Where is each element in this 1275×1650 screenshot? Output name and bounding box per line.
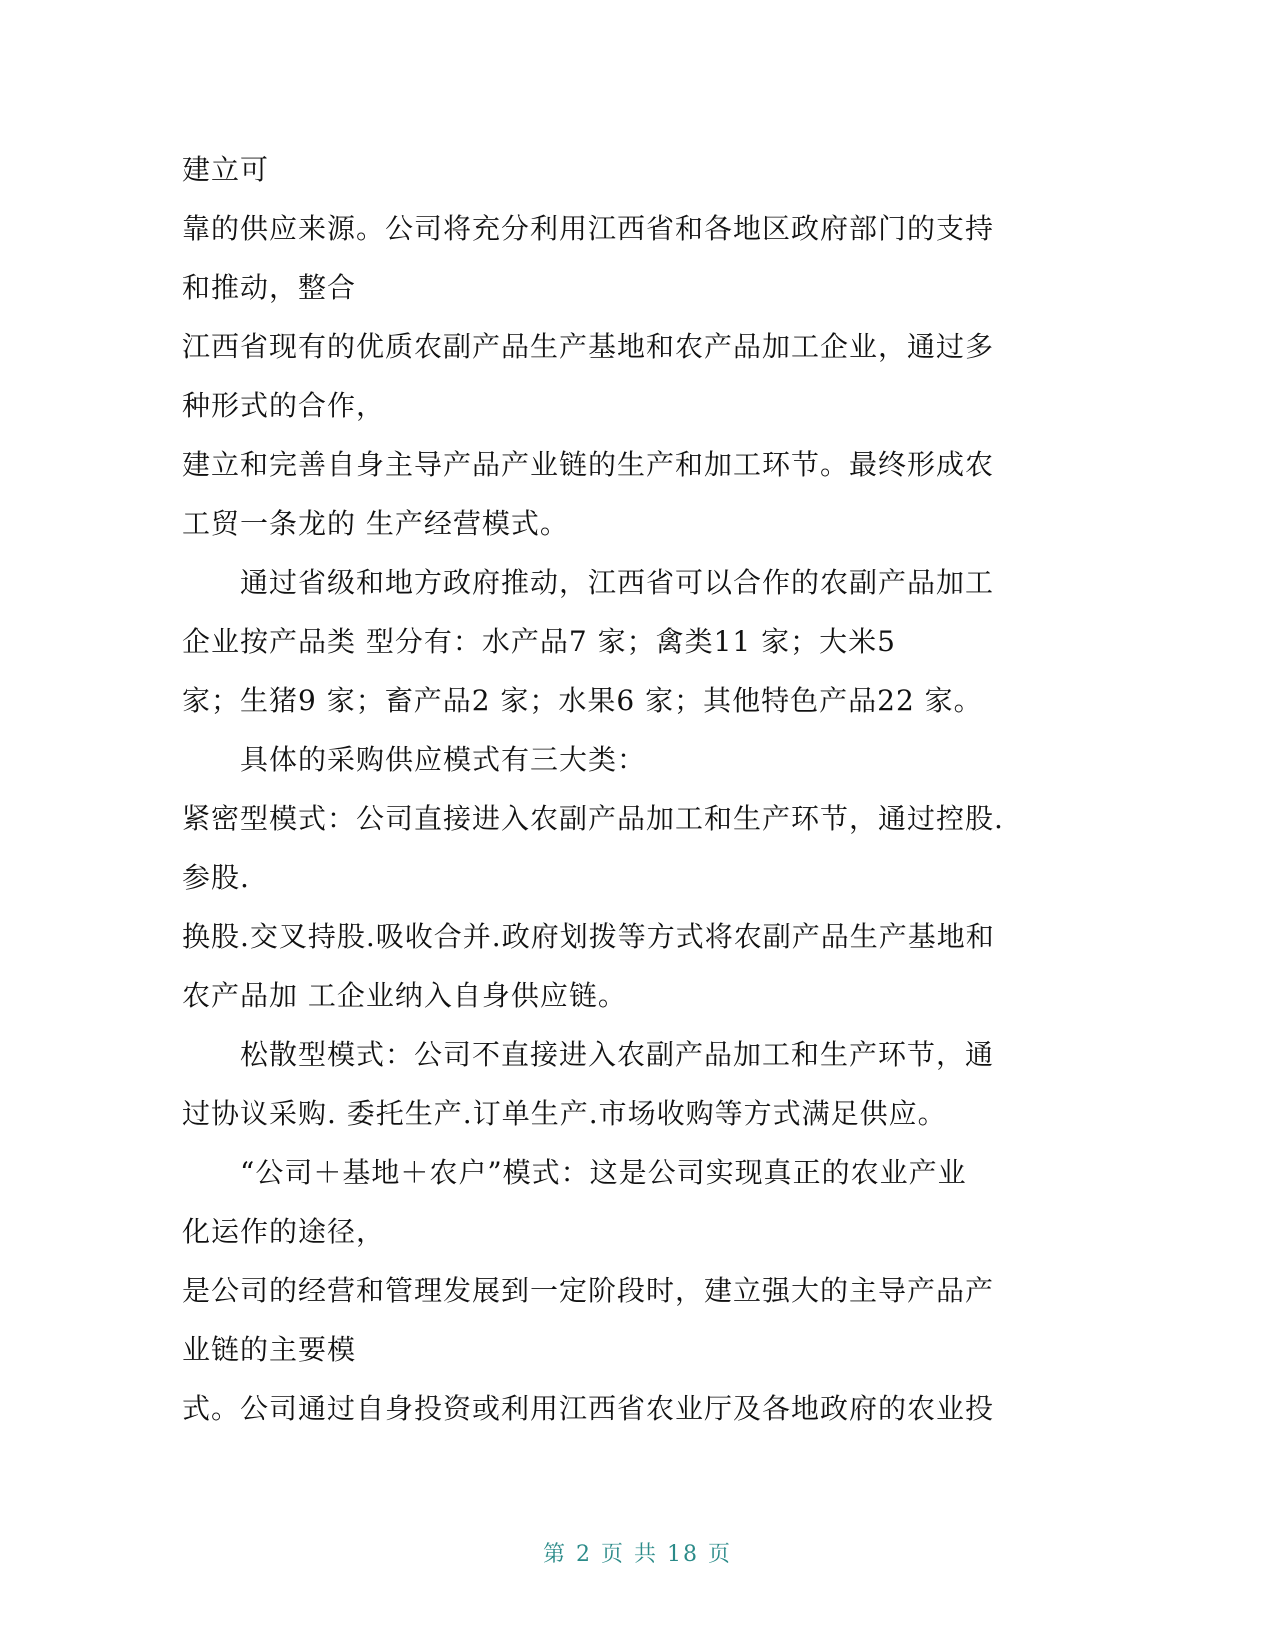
text-line: 建立和完善自身主导产品产业链的生产和加工环节。最终形成农 bbox=[182, 448, 995, 481]
text-line: 和推动，整合 bbox=[182, 271, 357, 304]
text-line: 松散型模式：公司不直接进入农副产品加工和生产环节，通 bbox=[240, 1038, 995, 1071]
text-line: 工贸一条龙的 生产经营模式。 bbox=[182, 507, 569, 540]
text-line: 式。公司通过自身投资或利用江西省农业厅及各地政府的农业投 bbox=[182, 1392, 995, 1425]
page-footer: 第 2 页 共 18 页 bbox=[543, 1542, 732, 1567]
text-line: 参股. bbox=[182, 861, 250, 894]
text-line: 建立可 bbox=[182, 153, 270, 186]
text-line: 种形式的合作， bbox=[182, 389, 386, 422]
text-line: 具体的采购供应模式有三大类： bbox=[240, 743, 647, 776]
text-line: 紧密型模式：公司直接进入农副产品加工和生产环节，通过控股. bbox=[182, 802, 1004, 835]
text-line: “公司＋基地＋农户”模式：这是公司实现真正的农业产业 bbox=[240, 1156, 967, 1189]
text-line: 是公司的经营和管理发展到一定阶段时，建立强大的主导产品产 bbox=[182, 1274, 995, 1307]
text-line: 家；生猪9 家；畜产品2 家；水果6 家；其他特色产品22 家。 bbox=[182, 684, 983, 717]
document-body bbox=[182, 140, 1052, 1438]
text-line: 江西省现有的优质农副产品生产基地和农产品加工企业，通过多 bbox=[182, 330, 995, 363]
text-line: 换股.交叉持股.吸收合并.政府划拨等方式将农副产品生产基地和 bbox=[182, 920, 995, 953]
text-line: 靠的供应来源。公司将充分利用江西省和各地区政府部门的支持 bbox=[182, 212, 995, 245]
text-line: 企业按产品类 型分有：水产品7 家；禽类11 家；大米5 bbox=[182, 625, 896, 658]
text-line: 化运作的途径， bbox=[182, 1215, 386, 1248]
text-line: 过协议采购. 委托生产.订单生产.市场收购等方式满足供应。 bbox=[182, 1097, 947, 1130]
text-line: 业链的主要模 bbox=[182, 1333, 357, 1366]
text-line: 农产品加 工企业纳入自身供应链。 bbox=[182, 979, 627, 1012]
text-line: 通过省级和地方政府推动，江西省可以合作的农副产品加工 bbox=[240, 566, 995, 599]
